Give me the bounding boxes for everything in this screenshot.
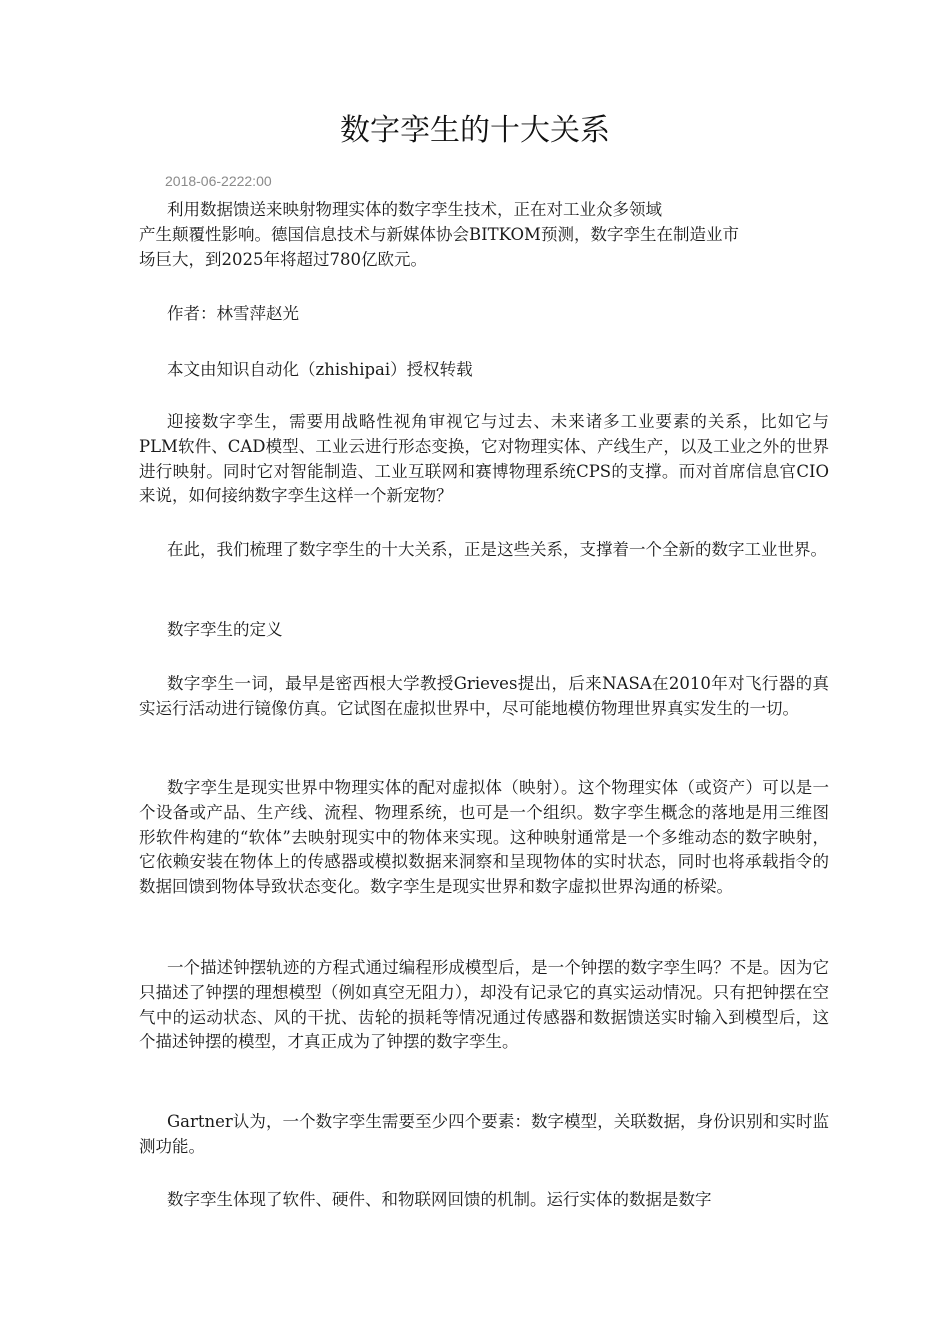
intro-line: 利用数据馈送来映射物理实体的数字孪生技术，正在对工业众多领域 [167,200,662,219]
intro-paragraph [139,198,829,272]
article-title: 数字孪生的十大关系 [340,113,610,148]
paragraph-text: 数字孪生是现实世界中物理实体的配对虚拟体（映射）。这个物理实体（或资产）可以是一个设备或产品、生产线、流程、物理系统，也可是一个组织。数字孪生概念的落地是用三维图形软件构建的“软体”去映射现实中的物体来实现。这种映射通常是一个多维动态的数字映射，它依赖安装在物体上的传感器或模拟数据来洞察和呈现物体的实时状态，同时也将承载指令的数据回馈到物体导致状态变化。数字孪生是现实世界和数字虚拟世界沟通的桥梁。 [139,778,829,897]
body-paragraph [139,410,829,509]
source-line [139,358,829,383]
section-heading-text: 数字孪生的定义 [167,620,283,639]
body-paragraph [139,538,829,563]
publish-date: 2018-06-2222:00 [165,173,272,189]
body-paragraph [139,672,829,722]
intro-line: 场巨大，到2025年将超过780亿欧元。 [139,249,427,269]
body-paragraph [139,776,829,900]
author-line [139,302,829,327]
intro-line: 产生颠覆性影响。德国信息技术与新媒体协会BITKOM预测，数字孪生在制造业市 [139,224,739,244]
source-text: 本文由知识自动化（zhishipai）授权转载 [167,360,473,379]
body-paragraph [139,1110,829,1160]
paragraph-text: 在此，我们梳理了数字孪生的十大关系，正是这些关系，支撑着一个全新的数字工业世界。 [167,540,827,559]
section-heading [139,618,829,643]
paragraph-text: 迎接数字孪生，需要用战略性视角审视它与过去、未来诸多工业要素的关系，比如它与PLM软件、CAD模型、工业云进行形态变换，它对物理实体、产线生产，以及工业之外的世界进行映射。同时它对智能制造、工业互联网和赛博物理系统CPS的支撑。而对首席信息官CIO来说，如何接纳数字孪生这样一个新宠物？ [139,412,829,506]
body-paragraph [139,956,829,1055]
paragraph-text: 数字孪生体现了软件、硬件、和物联网回馈的机制。运行实体的数据是数字 [167,1190,712,1209]
paragraph-text: Gartner认为，一个数字孪生需要至少四个要素：数字模型，关联数据，身份识别和实时监测功能。 [139,1112,829,1156]
paragraph-text: 一个描述钟摆轨迹的方程式通过编程形成模型后，是一个钟摆的数字孪生吗？不是。因为它只描述了钟摆的理想模型（例如真空无阻力），却没有记录它的真实运动情况。只有把钟摆在空气中的运动状态、风的干扰、齿轮的损耗等情况通过传感器和数据馈送实时输入到模型后，这个描述钟摆的模型，才真正成为了钟摆的数字孪生。 [139,958,829,1052]
body-paragraph [139,1188,829,1213]
paragraph-text: 数字孪生一词，最早是密西根大学教授Grieves提出，后来NASA在2010年对飞行器的真实运行活动进行镜像仿真。它试图在虚拟世界中，尽可能地模仿物理世界真实发生的一切。 [139,674,829,718]
author-text: 作者：林雪萍赵光 [167,304,299,323]
